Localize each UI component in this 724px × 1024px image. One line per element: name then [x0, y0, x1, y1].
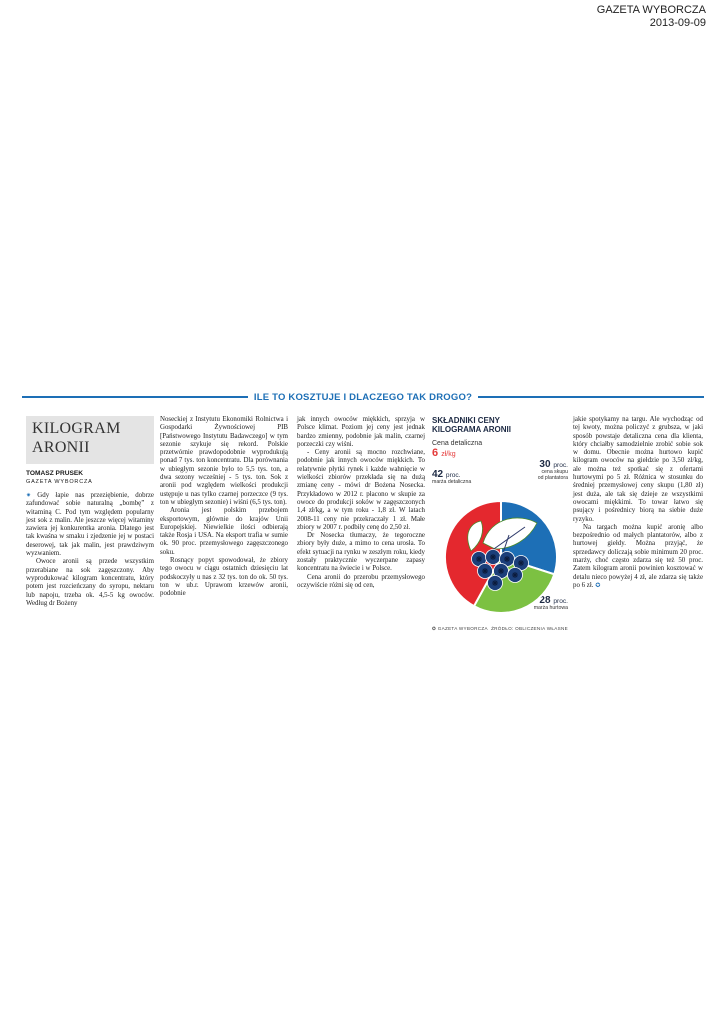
article-title-box — [26, 416, 154, 464]
paragraph: Dr Nosecka tłumaczy, że tegoroczne zbiory były duże, a mimo to cena urosła. To efekt sytuacji na rynku w zeszłym roku, kiedy zostały praktycznie wyczerpane zapasy koncentratu na świecie i w Polsce. — [297, 532, 425, 573]
berry-crown-icon — [490, 554, 496, 560]
masthead — [597, 4, 706, 30]
paragraph — [573, 524, 703, 590]
paragraph — [26, 492, 154, 558]
star-icon: ✷ — [26, 492, 32, 499]
article-column-5 — [573, 416, 703, 590]
paragraph-text: Gdy łapie nas przeziębienie, dobrze zafundować sobie naturalną „bombę” z witaminą C. Pod tym względem popularny jest sok z malin. Ale jeszcze więcej witaminy zawiera jej konkurentka aronia. Dlatego jest tak kwaśna w smaku i zjedzenie jej w postaci deserowej, tak jak malin, jest prawdziwym wyzwaniem. — [26, 492, 154, 558]
paragraph: jakie spotykamy na targu. Ale wychodząc od tej kwoty, można policzyć z grubsza, w jaki sposób powstaje detaliczna cena dla klienta, który chciałby samodzielnie zrobić sobie sok w domu. Obecnie można hurtowo kupić kilogram owoców na giełdzie po 3,50 zł/kg, ale można też spotkać się z ofertami hurtowymi po 5 zł. Różnica w stosunku do średniej przemysłowej ceny skupu (1,80 zł) jest duża, ale tak się dzieje ze wszystkimi owocami miękkimi. To towar łatwo się psujący i pośrednicy biorą na siebie duże ryzyko. — [573, 416, 703, 523]
infographic-title-line-2: KILOGRAMA ARONII — [432, 425, 511, 434]
article-title-line-1: KILOGRAM — [32, 420, 121, 437]
infographic-title-line-1: SKŁADNIKI CENY — [432, 416, 501, 425]
segment-label-purchase-price — [537, 459, 568, 481]
segment-unit: proc. — [553, 462, 568, 469]
headline — [22, 392, 704, 403]
paragraph: Rosnący popyt spowodował, że zbiory tego owocu w ciągu ostatnich dziesięciu lat podskoczyły u nas z 32 tys. ton do ok. 50 tys. ton w ub.r. Uprawom krzewów aronii, podobnie — [160, 557, 288, 598]
berry-crown-icon — [512, 572, 518, 578]
segment-caption: marża hurtowa — [533, 605, 568, 611]
paragraph: Owoce aronii są przede wszystkim przerabiane na sok zagęszczony. Aby wyprodukować kilogram koncentratu, który potem jest rozcieńczany do syropu, nektaru lub napoju, trzeba ok. 4,5-5 kg owoców. Według dr Bożeny — [26, 558, 154, 607]
masthead-publication: GAZETA WYBORCZA — [596, 4, 706, 16]
retail-price-label: Cena detaliczna — [432, 440, 483, 447]
retail-price-value: 6 — [432, 447, 439, 459]
author-publication: GAZETA WYBORCZA — [26, 479, 93, 485]
segment-value: 42 — [432, 469, 444, 480]
segment-label-retail-margin — [432, 469, 472, 485]
retail-price-unit: zł/kg — [441, 451, 456, 458]
retail-price — [432, 447, 568, 459]
segment-unit: proc. — [445, 472, 461, 479]
infographic-title — [432, 416, 568, 434]
segment-unit: proc. — [553, 598, 568, 605]
price-pie-chart — [442, 498, 560, 616]
segment-caption: cena skupu — [541, 469, 568, 475]
paragraph-text: Na targach można kupić aronię albo bezpośrednio od małych plantatorów, albo z hurtowej giełdy. Można przyjąć, że sprzedawcy doliczają sobie minimum 20 proc. marży, choć często zdarza się też 50 proc. Zatem kilogram aronii powinien kosztować w detalu nieco powyżej 4 zł, ale zdarza się także po 6 zł. — [573, 523, 703, 589]
masthead-date: 2013-09-09 — [649, 17, 706, 29]
author-name: TOMASZ PRUSEK — [26, 470, 84, 477]
berry-crown-icon — [482, 568, 488, 574]
article-column-3 — [297, 416, 425, 590]
infographic-footer — [432, 626, 568, 632]
headline-text: ILE TO KOSZTUJE I DLACZEGO TAK DROGO? — [248, 392, 478, 403]
berry-crown-icon — [504, 556, 510, 562]
berry-crown-icon — [476, 556, 482, 562]
segment-caption: od plantatora — [537, 475, 568, 481]
segment-value: 30 — [539, 459, 551, 470]
infographic-source: ŹRÓDŁO: OBLICZENIA WŁASNE — [491, 626, 568, 631]
paragraph: Aronia jest polskim przebojem eksportowym, głównie do krajów Unii Europejskiej. Niewielkie ilości odbierają także Rosja i USA. Na eksport trafia w sumie ok. 90 proc. przemysłowego zagęszczonego soku. — [160, 507, 288, 556]
article-title-line-2: ARONII — [32, 439, 90, 456]
end-mark-icon: ✪ — [595, 581, 601, 589]
article — [22, 392, 704, 642]
infographic-credit: ✪ GAZETA WYBORCZA — [432, 626, 488, 631]
paragraph: jak innych owoców miękkich, sprzyja w Polsce klimat. Poziom jej ceny jest jednak bardzo zmienny, podobnie jak malin, czarnej porzeczki czy wiśni. — [297, 416, 425, 448]
paragraph: Noseckiej z Instytutu Ekonomiki Rolnictwa i Gospodarki Żywnościowej PIB [Państwowego Instytutu Badawczego] w tym sezonie szykuje się rekord. Polskie przetwórnie prawdopodobnie wyprodukują ponad 7 tys. ton koncentratu. Dla porównania w ubiegłym sezonie było to 5,5 tys. ton, a dwa sezony wcześniej - 5 tys. ton. Sok z aronii pod względem wielkości produkcji ustępuje u nas tylko czarnej porzeczce (9 tys. ton w ubiegłym sezonie) i wiśni (6,5 tys. ton). — [160, 416, 288, 506]
price-infographic — [432, 416, 568, 638]
article-column-2 — [160, 416, 288, 599]
paragraph: - Ceny aronii są mocno rozchwiane, podobnie jak innych owoców miękkich. To relatywnie płytki rynek i każde wahnięcie w wielkości zbiorów przekłada się na dużą zmianę ceny - mówi dr Bożena Nosecka. Przykładowo w 2012 r. płacono w skupie za owoce do produkcji soków w zagęszczonych 1,4 zł/kg, a w tym roku - 1,8 zł. W latach 2008-11 ceny nie przekraczały 1 zł. Małe zbiory w 2007 r. podbiły cenę do 2,50 zł. — [297, 449, 425, 531]
berry-crown-icon — [492, 580, 498, 586]
segment-value: 28 — [539, 595, 551, 606]
berry-crown-icon — [498, 568, 504, 574]
article-column-1 — [26, 416, 154, 608]
paragraph: Cena aronii do przerobu przemysłowego oczywiście różni się od cen, — [297, 573, 425, 589]
segment-caption: marża detaliczna — [432, 479, 472, 485]
berry-crown-icon — [518, 560, 524, 566]
